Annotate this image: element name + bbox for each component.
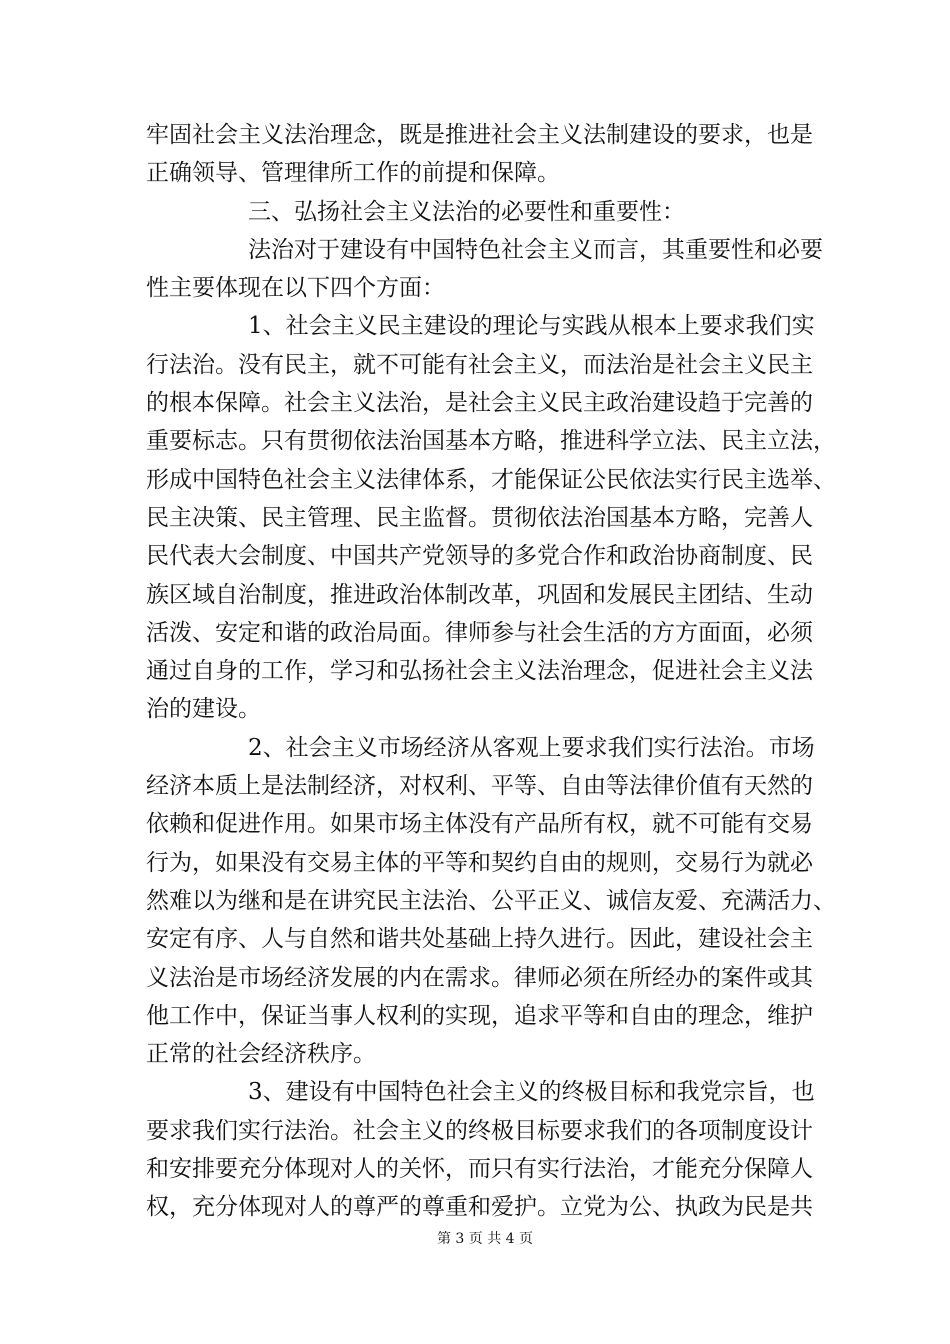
text-line: 的根本保障。社会主义法治，是社会主义民主政治建设趋于完善的 — [146, 390, 813, 417]
text-line: 治的建设。 — [146, 696, 261, 723]
text-line: 通过自身的工作，学习和弘扬社会主义法治理念，促进社会主义法 — [146, 658, 813, 685]
text-line: 活泼、安定和谐的政治局面。律师参与社会生活的方方面面，必须 — [146, 619, 813, 646]
page-footer: 第 3 页 共 4 页 — [436, 1231, 534, 1247]
text-line: 3、建设有中国特色社会主义的终极目标和我党宗旨，也 — [248, 1079, 815, 1106]
text-line: 要求我们实行法治。社会主义的终极目标要求我们的各项制度设计 — [146, 1117, 813, 1144]
text-line: 行为，如果没有交易主体的平等和契约自由的规则，交易行为就必 — [146, 849, 813, 876]
text-line: 他工作中，保证当事人权利的实现，追求平等和自由的理念，维护 — [146, 1002, 813, 1029]
text-line: 性主要体现在以下四个方面： — [146, 275, 445, 302]
text-line: 1、社会主义民主建设的理论与实践从根本上要求我们实 — [248, 313, 815, 340]
text-line: 依赖和促进作用。如果市场主体没有产品所有权，就不可能有交易 — [146, 811, 813, 838]
text-line: 正常的社会经济秩序。 — [146, 1041, 376, 1068]
text-line: 正确领导、管理律所工作的前提和保障。 — [146, 160, 560, 187]
text-line: 然难以为继和是在讲究民主法治、公平正义、诚信友爱、充满活力、 — [146, 887, 836, 914]
text-line: 民主决策、民主管理、民主监督。贯彻依法治国基本方略，完善人 — [146, 504, 813, 531]
text-line: 牢固社会主义法治理念，既是推进社会主义法制建设的要求，也是 — [146, 122, 813, 148]
text-line: 行法治。没有民主，就不可能有社会主义，而法治是社会主义民主 — [146, 351, 813, 378]
text-line: 安定有序、人与自然和谐共处基础上持久进行。因此，建设社会主 — [146, 926, 813, 953]
text-line: 经济本质上是法制经济，对权利、平等、自由等法律价值有天然的 — [146, 773, 813, 800]
text-line: 民代表大会制度、中国共产党领导的多党合作和政治协商制度、民 — [146, 543, 813, 570]
text-line: 权，充分体现对人的尊严的尊重和爱护。立党为公、执政为民是共 — [146, 1194, 813, 1221]
text-line: 义法治是市场经济发展的内在需求。律师必须在所经办的案件或其 — [146, 964, 813, 991]
text-line: 2、社会主义市场经济从客观上要求我们实行法治。市场 — [248, 734, 815, 761]
text-line: 法治对于建设有中国特色社会主义而言，其重要性和必要 — [248, 236, 823, 263]
text-line: 和安排要充分体现对人的关怀，而只有实行法治，才能充分保障人 — [146, 1156, 813, 1183]
text-line: 重要标志。只有贯彻依法治国基本方略，推进科学立法、民主立法， — [146, 428, 836, 455]
text-line: 三、弘扬社会主义法治的必要性和重要性： — [248, 198, 685, 225]
text-line: 族区域自治制度，推进政治体制改革，巩固和发展民主团结、生动 — [146, 581, 813, 608]
body-text — [146, 116, 836, 1227]
text-line: 形成中国特色社会主义法律体系，才能保证公民依法实行民主选举、 — [146, 466, 836, 493]
